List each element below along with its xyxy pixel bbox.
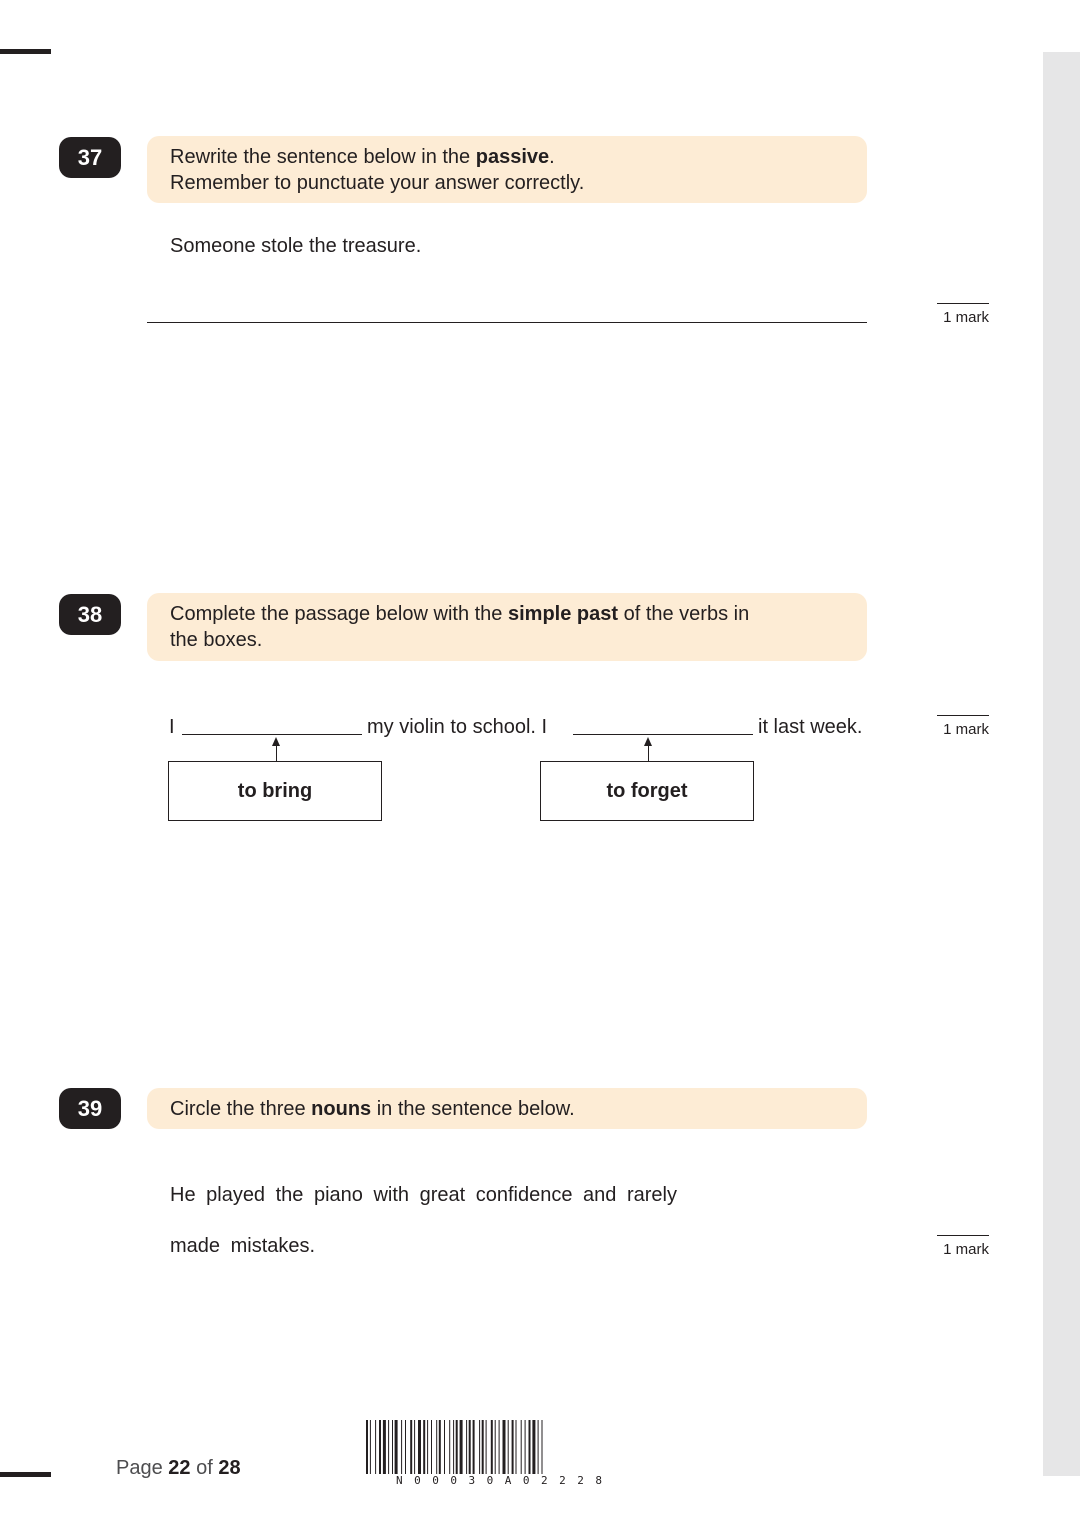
arrow-stem	[648, 745, 649, 761]
barcode-bar	[538, 1420, 539, 1474]
barcode	[366, 1420, 686, 1476]
question-number-37: 37	[59, 137, 121, 178]
barcode-bar	[512, 1420, 514, 1474]
prompt-keyword: nouns	[311, 1098, 372, 1120]
mark-label-38: 1 mark	[943, 721, 989, 738]
barcode-bar	[466, 1420, 467, 1474]
barcode-bar	[460, 1420, 463, 1474]
question-37-sentence: Someone stole the treasure.	[170, 235, 422, 257]
barcode-number: N00030A02228	[396, 1474, 614, 1487]
question-38-prompt	[147, 593, 867, 661]
barcode-bar	[499, 1420, 500, 1474]
barcode-bar	[405, 1420, 406, 1474]
barcode-bar	[473, 1420, 475, 1474]
barcode-bar	[495, 1420, 496, 1474]
answer-line-37[interactable]	[147, 322, 867, 323]
barcode-bar	[388, 1420, 389, 1474]
barcode-bar	[427, 1420, 428, 1474]
barcode-bar	[503, 1420, 506, 1474]
barcode-bar	[453, 1420, 454, 1474]
barcode-bar	[529, 1420, 531, 1474]
barcode-bar	[482, 1420, 484, 1474]
prompt-text-line2: Remember to punctuate your answer correctly.	[170, 172, 585, 194]
barcode-bar	[436, 1420, 437, 1474]
barcode-bar	[491, 1420, 493, 1474]
passage-part-1: I	[169, 716, 175, 738]
question-39-sentence-line2[interactable]: made mistakes.	[170, 1235, 316, 1257]
prompt-text: Circle the three	[170, 1098, 312, 1120]
mark-line	[937, 1235, 989, 1236]
barcode-bars	[366, 1420, 543, 1474]
barcode-bar	[379, 1420, 381, 1474]
barcode-bar	[392, 1420, 393, 1474]
barcode-bar	[521, 1420, 522, 1474]
crop-mark-top	[0, 49, 51, 54]
question-39-sentence-line1[interactable]: He played the piano with great confidence and rarely	[170, 1184, 677, 1206]
prompt-text: .	[549, 146, 555, 168]
barcode-bar	[486, 1420, 487, 1474]
barcode-bar	[444, 1420, 445, 1474]
barcode-bar	[383, 1420, 386, 1474]
mark-label-39: 1 mark	[943, 1241, 989, 1258]
barcode-bar	[449, 1420, 450, 1474]
barcode-bar	[469, 1420, 471, 1474]
arrow-stem	[276, 745, 277, 761]
barcode-bar	[439, 1420, 441, 1474]
question-39-prompt	[147, 1088, 867, 1129]
mark-line	[937, 715, 989, 716]
answer-blank-1[interactable]	[182, 734, 362, 735]
barcode-bar	[418, 1420, 421, 1474]
question-number-38: 38	[59, 594, 121, 635]
barcode-bar	[532, 1420, 535, 1474]
question-number-39: 39	[59, 1088, 121, 1129]
passage-part-3: it last week.	[758, 716, 863, 738]
barcode-bar	[375, 1420, 376, 1474]
prompt-text: Complete the passage below with the	[170, 603, 508, 625]
prompt-keyword: passive	[475, 146, 550, 168]
answer-blank-2[interactable]	[573, 734, 753, 735]
prompt-text: in the sentence below.	[371, 1098, 575, 1120]
barcode-bar	[479, 1420, 480, 1474]
crop-mark-bottom	[0, 1472, 51, 1477]
prompt-text-line2: the boxes.	[170, 629, 263, 651]
barcode-bar	[456, 1420, 458, 1474]
barcode-bar	[516, 1420, 517, 1474]
question-37-prompt	[147, 136, 867, 203]
barcode-bar	[414, 1420, 415, 1474]
page-word: Page	[116, 1457, 163, 1479]
page-margin-strip	[1043, 52, 1080, 1476]
barcode-bar	[366, 1420, 368, 1474]
barcode-bar	[431, 1420, 432, 1474]
barcode-bar	[410, 1420, 412, 1474]
verb-box-2: to forget	[540, 761, 754, 821]
verb-box-1: to bring	[168, 761, 382, 821]
barcode-bar	[508, 1420, 509, 1474]
page-current: 22	[168, 1457, 191, 1479]
barcode-bar	[370, 1420, 371, 1474]
barcode-bar	[401, 1420, 402, 1474]
mark-label-37: 1 mark	[943, 309, 989, 326]
passage-part-2: my violin to school. I	[367, 716, 548, 738]
page-number	[116, 1457, 241, 1480]
barcode-bar	[525, 1420, 526, 1474]
barcode-bar	[395, 1420, 398, 1474]
barcode-bar	[423, 1420, 425, 1474]
prompt-text: Rewrite the sentence below in the	[170, 146, 476, 168]
prompt-text: of the verbs in	[618, 603, 750, 625]
of-word: of	[196, 1457, 213, 1479]
prompt-keyword: simple past	[507, 603, 619, 625]
barcode-bar	[542, 1420, 543, 1474]
mark-line	[937, 303, 989, 304]
page-total: 28	[218, 1457, 241, 1479]
